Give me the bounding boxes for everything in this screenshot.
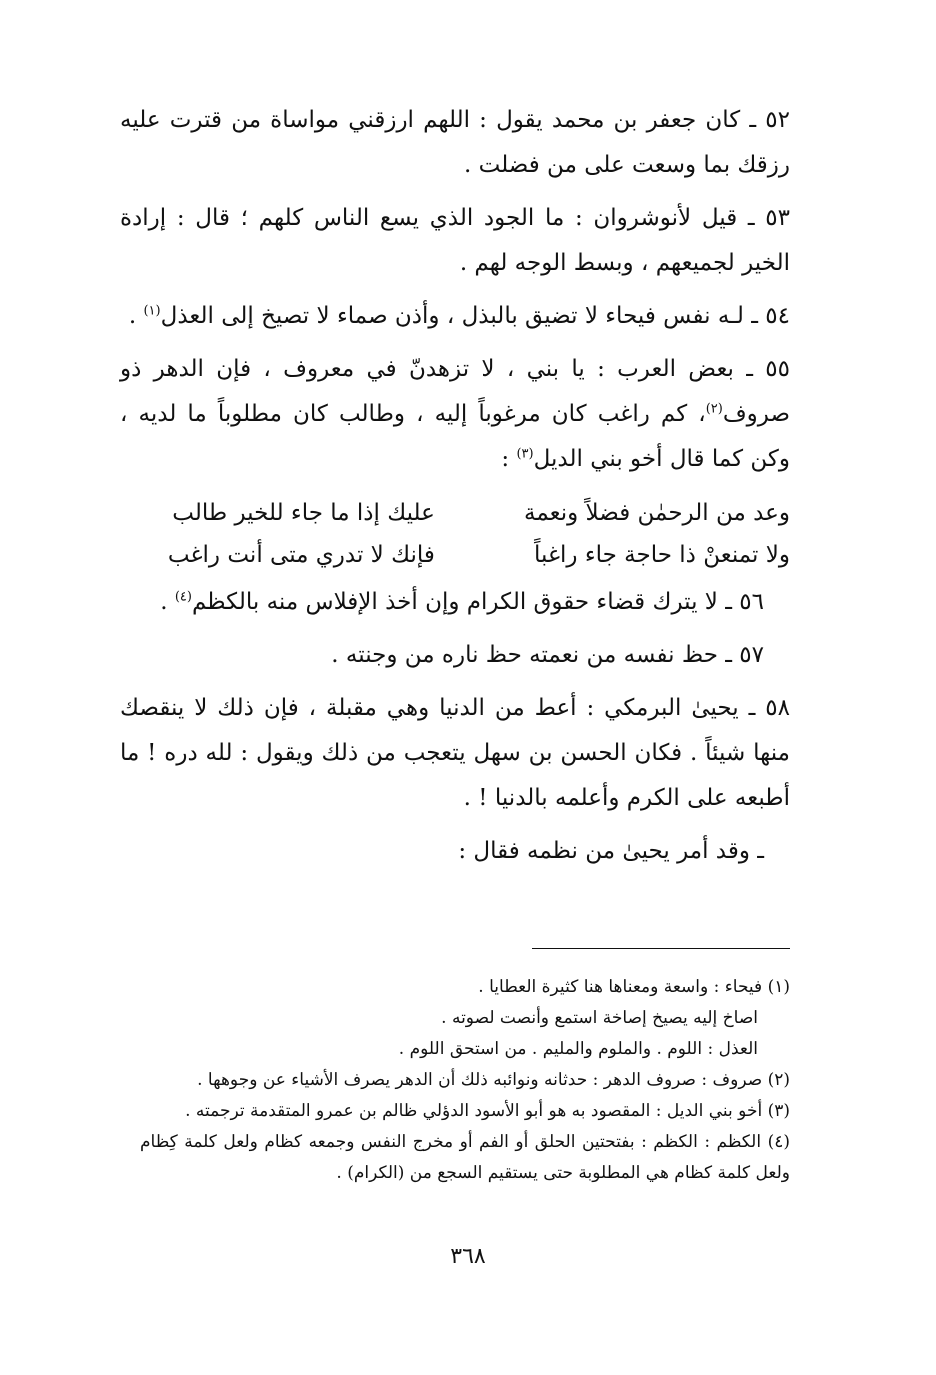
footnote-1-line-3: العذل : اللوم . والملوم والمليم . من استحق اللوم . — [398, 1039, 758, 1059]
paragraph-53: ٥٣ ـ قيل لأنوشروان : ما الجود الذي يسع الناس كلهم ؛ قال : إرادة الخير لجميعهم ، وبسط الوجه لهم . — [120, 205, 790, 276]
paragraph-56-end: . — [160, 589, 175, 615]
poem-line-2 — [120, 534, 790, 576]
footnote-2: (٢) صروف : صروف الدهر : حدثانه ونوائبه ذلك أن الدهر يصرف الأشياء عن وجوهها . — [197, 1070, 790, 1090]
paragraph-56 — [120, 580, 790, 625]
paragraph-55-part-b: ، كم راغب كان مرغوباً إليه ، وطالب كان مطلوباً ما لديه ، وكن كما قال أخو بني الديل — [120, 401, 790, 472]
footnotes — [140, 972, 790, 1189]
poem-line-1 — [120, 492, 790, 534]
paragraph-52: ٥٢ ـ كان جعفر بن محمد يقول : اللهم ارزقني مواساة من قترت عليه رزقك بما وسعت على من فضلت . — [120, 107, 791, 178]
poem-line-2-first-hemistich: ولا تمنعنْ ذا حاجة جاء راغباً — [534, 542, 790, 568]
paragraph-58: ٥٨ ـ يحيىٰ البرمكي : أعط من الدنيا وهي مقبلة ، فإن ذلك لا ينقصك منها شيئاً . فكان الحسن بن سهل يتعجب من ذلك ويقول : لله دره ! ما أطبعه على الكرم وأعلمه بالدنيا ! . — [120, 695, 790, 811]
paragraph-58-continuation: ـ وقد أمر يحيىٰ من نظمه فقال : — [458, 838, 764, 864]
poem-line-2-second-hemistich: فإنك لا تدري متى أنت راغب — [167, 542, 435, 568]
footnote-ref-4: (٤) — [174, 589, 192, 605]
footnote-1: (١) فيحاء : واسعة ومعناها هنا كثيرة العطايا . — [478, 977, 790, 997]
footnote-ref-1: (١) — [143, 303, 161, 319]
footnote-1-line-2: اصاخ إليه يصيخ إصاخة استمع وأنصت لصوته . — [441, 1008, 758, 1028]
poem-line-1-first-hemistich: وعد من الرحمٰن فضلاً ونعمة — [524, 500, 790, 526]
paragraph-55-part-c: : — [501, 446, 517, 472]
page-number: ٣٦٨ — [450, 1244, 486, 1269]
footnote-ref-2: (٢) — [705, 401, 723, 417]
paragraph-55-part-a: ٥٥ ـ بعض العرب : يا بني ، لا تزهدنّ في معروف ، فإن الدهر ذو صروف — [120, 356, 790, 427]
poem-line-1-second-hemistich: عليك إذا ما جاء للخير طالب — [172, 500, 435, 526]
main-text — [120, 98, 790, 882]
paragraph-54-text: ٥٤ ـ لـه نفس فيحاء لا تضيق بالبذل ، وأذن صماء لا تصيخ إلى العذل — [160, 303, 790, 329]
footnote-ref-3: (٣) — [516, 446, 534, 462]
footnote-4: (٤) الكظم : الكظم : بفتحتين الحلق أو الفم أو مخرج النفس وجمعه كظام ولعل كلمة كِظام ولعل كلمة كظام هي المطلوبة حتى يستقيم السجع من (الكرام) . — [140, 1132, 790, 1183]
footnote-divider — [532, 948, 790, 949]
paragraph-54-end: . — [128, 303, 144, 329]
paragraph-56-text: ٥٦ ـ لا يترك قضاء حقوق الكرام وإن أخذ الإفلاس منه بالكظم — [191, 589, 764, 615]
paragraph-57: ٥٧ ـ حظ نفسه من نعمته حظ ناره من وجنته . — [331, 642, 764, 668]
paragraph-54 — [120, 294, 790, 339]
footnote-3: (٣) أخو بني الديل : المقصود به هو أبو الأسود الدؤلي ظالم بن عمرو المتقدمة ترجمته . — [185, 1101, 790, 1121]
paragraph-55 — [120, 347, 790, 482]
poem — [120, 492, 790, 576]
